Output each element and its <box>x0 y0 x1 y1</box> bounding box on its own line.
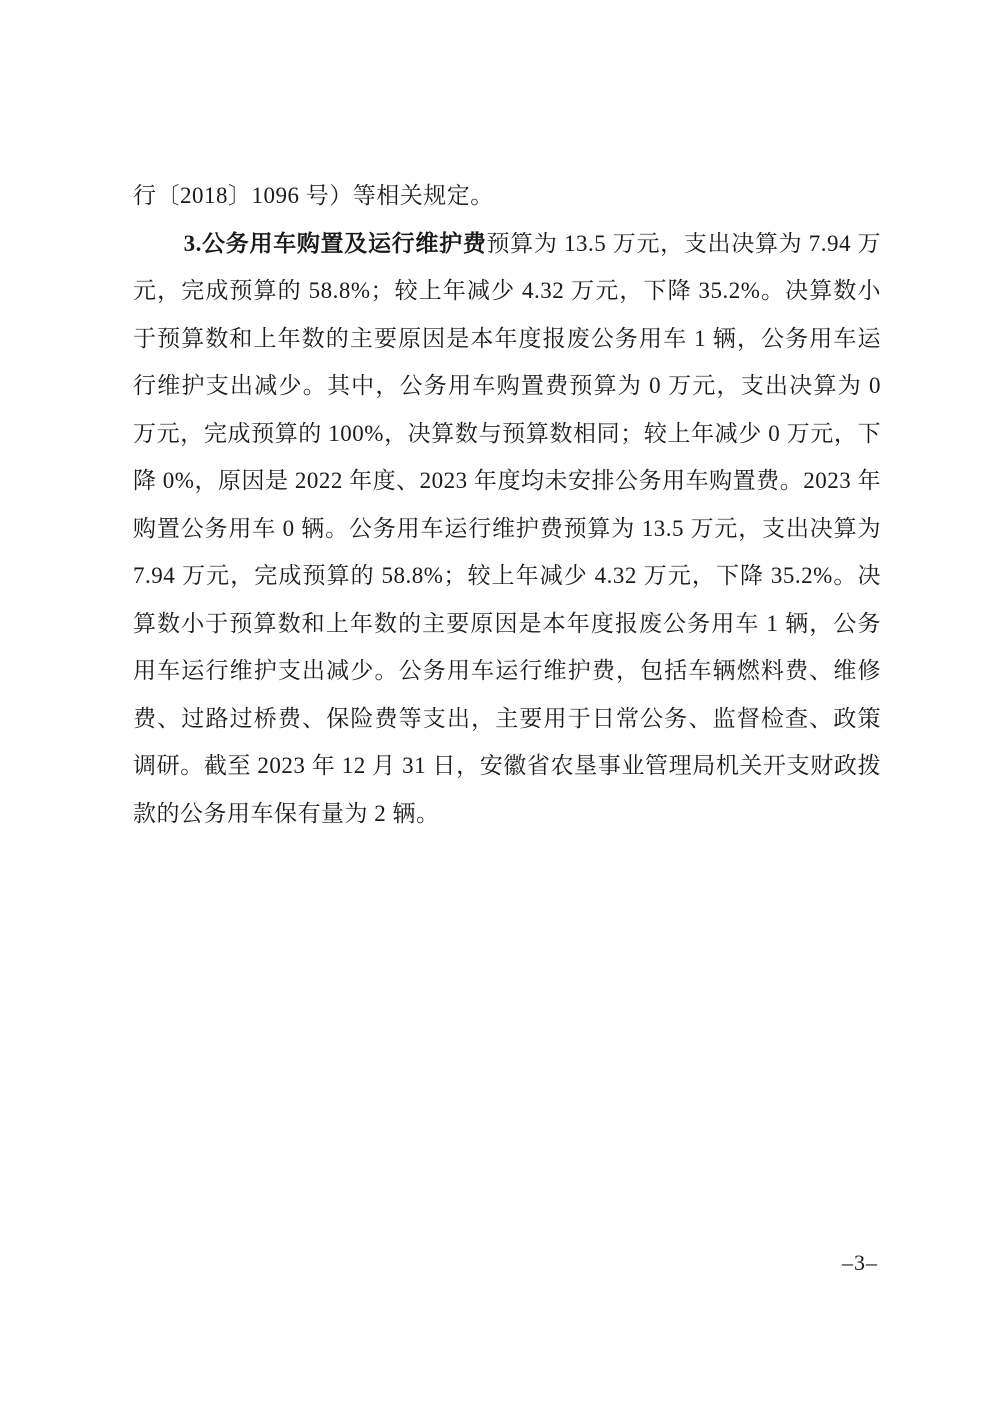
paragraph-vehicle-expenses <box>133 220 881 838</box>
paragraph-lead-bold: 3.公务用车购置及运行维护费 <box>183 230 487 256</box>
page-number: –3– <box>842 1250 878 1275</box>
document-body <box>133 172 881 837</box>
paragraph-body-text: 预算为 13.5 万元，支出决算为 7.94 万元，完成预算的 58.8%；较上年减少 4.32 万元，下降 35.2%。决算数小于预算数和上年数的主要原因是本年度报废公务用车 1 辆，公务用车运行维护支出减少。其中，公务用车购置费预算为 0 万元，支出决算为 0 万元，完成预算的 100%，决算数与预算数相同；较上年减少 0 万元，下降 0%，原因是 2022 年度、2023 年度均未安排公务用车购置费。2023 年购置公务用车 0 辆。公务用车运行维护费预算为 13.5 万元，支出决算为 7.94 万元，完成预算的 58.8%；较上年减少 4.32 万元，下降 35.2%。决算数小于预算数和上年数的主要原因是本年度报废公务用车 1 辆，公务用车运行维护支出减少。公务用车运行维护费，包括车辆燃料费、维修费、过路过桥费、保险费等支出，主要用于日常公务、监督检查、政策调研。截至 2023 年 12 月 31 日，安徽省农垦事业管理局机关开支财政拨款的公务用车保有量为 2 辆。 <box>133 230 882 826</box>
paragraph-regulation-reference: 行〔2018〕1096 号）等相关规定。 <box>133 183 494 208</box>
